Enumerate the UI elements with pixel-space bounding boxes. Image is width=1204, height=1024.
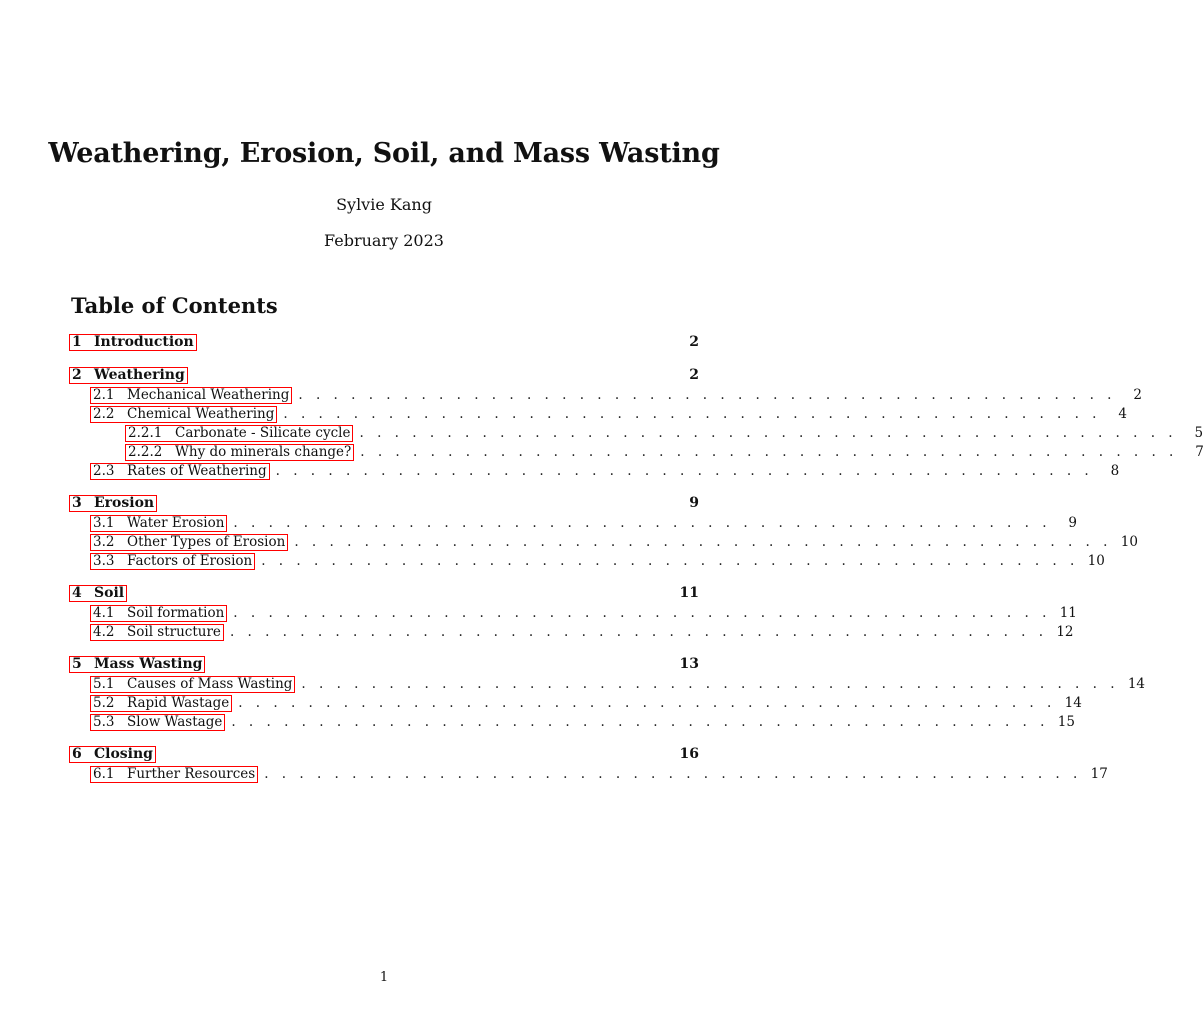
toc-page-number: 10 [1120,534,1138,550]
toc-link-closing[interactable] [69,746,156,763]
toc-page-number: 12 [1056,624,1074,640]
toc-subsection-title: Further Resources [127,766,256,782]
toc-subsection-title: Chemical Weathering [127,406,275,422]
toc-subsection-title: Soil formation [127,605,225,621]
toc-page-number: 8 [1110,463,1120,479]
toc-page-number: 2 [689,334,699,350]
page-number: 1 [379,970,389,985]
toc-subsection-soil-structure [69,624,1074,643]
toc-subsection-soil-formation [69,605,1077,624]
toc-leader-dots: . . . . . . . . . . . . . . . . . . . . . . . . . . . . . . . . . . . . . . . . . . . . . . . [283,406,1101,422]
toc-subsubsection-number: 2.2.1 [128,425,163,441]
toc-subsection-water-erosion [69,515,1078,534]
toc-subsubsection-carbonate-silicate-cycle [69,425,1204,444]
toc-subsubsection-why-minerals-change [69,444,1204,463]
toc-link-erosion[interactable] [69,495,157,512]
toc-link-further-resources[interactable] [90,766,258,783]
toc-subsection-number: 6.1 [93,766,115,782]
toc-section-closing [69,746,699,766]
toc-section-weathering [69,367,699,387]
toc-subsection-title: Water Erosion [127,515,225,531]
toc-section-number: 3 [72,495,82,511]
toc-page-number: 10 [1087,553,1105,569]
toc-heading: Table of Contents [71,293,278,318]
toc-subsection-slow-wastage [69,714,1075,733]
toc-subsection-number: 5.3 [93,714,115,730]
toc-link-soil[interactable] [69,585,127,602]
toc-section-soil [69,585,699,605]
toc-section-title: Erosion [94,495,155,511]
toc-subsection-number: 3.3 [93,553,115,569]
toc-section-title: Soil [94,585,125,601]
toc-page-number: 9 [1068,515,1078,531]
toc-subsection-chemical-weathering [69,406,1127,425]
toc-subsection-rapid-wastage [69,695,1082,714]
table-of-contents [69,334,1204,785]
toc-subsection-mechanical-weathering [69,387,1142,406]
toc-page-number: 2 [1133,387,1142,403]
toc-link-slow-wastage[interactable] [90,714,225,731]
toc-subsection-title: Mechanical Weathering [127,387,290,403]
toc-subsection-title: Factors of Erosion [127,553,253,569]
toc-section-erosion [69,495,699,515]
toc-leader-dots: . . . . . . . . . . . . . . . . . . . . . . . . . . . . . . . . . . . . . . . . . . . . . . . [294,534,1112,550]
toc-link-why-minerals-change[interactable] [125,444,354,461]
toc-section-title: Weathering [94,367,185,383]
toc-link-soil-structure[interactable] [90,624,224,641]
toc-section-number: 1 [72,334,82,350]
toc-subsubsection-title: Why do minerals change? [175,444,352,460]
toc-link-other-types-of-erosion[interactable] [90,534,288,551]
toc-section-title: Closing [94,746,153,762]
toc-subsection-number: 3.1 [93,515,115,531]
toc-link-weathering[interactable] [69,367,188,384]
toc-section-title: Mass Wasting [94,656,203,672]
toc-subsection-causes-of-mass-wasting [69,676,1145,695]
toc-subsection-number: 2.1 [93,387,115,403]
toc-page-number: 2 [689,367,699,383]
toc-link-soil-formation[interactable] [90,605,227,622]
toc-subsubsection-number: 2.2.2 [128,444,163,460]
toc-page-number: 11 [679,585,699,601]
toc-link-mechanical-weathering[interactable] [90,387,292,404]
toc-page-number: 11 [1059,605,1077,621]
toc-leader-dots: . . . . . . . . . . . . . . . . . . . . . . . . . . . . . . . . . . . . . . . . . . . . . . . [275,463,1094,479]
toc-link-introduction[interactable] [69,334,197,351]
toc-subsection-title: Other Types of Erosion [127,534,286,550]
toc-section-number: 6 [72,746,82,762]
toc-link-rates-of-weathering[interactable] [90,463,270,480]
toc-page-number: 5 [1194,425,1204,441]
toc-leader-dots: . . . . . . . . . . . . . . . . . . . . . . . . . . . . . . . . . . . . . . . . . . . . . . . [231,714,1049,730]
toc-leader-dots: . . . . . . . . . . . . . . . . . . . . . . . . . . . . . . . . . . . . . . . . . . . . . . . [301,676,1119,692]
toc-subsection-number: 4.1 [93,605,115,621]
toc-leader-dots: . . . . . . . . . . . . . . . . . . . . . . . . . . . . . . . . . . . . . . . . . . . . . . . [360,444,1178,460]
document-date: February 2023 [324,231,444,250]
toc-subsection-title: Soil structure [127,624,221,640]
toc-subsection-title: Rapid Wastage [127,695,230,711]
toc-section-number: 4 [72,585,82,601]
toc-leader-dots: . . . . . . . . . . . . . . . . . . . . . . . . . . . . . . . . . . . . . . . . . . . . . . . [264,766,1082,782]
toc-subsection-number: 2.2 [93,406,115,422]
toc-subsubsection-title: Carbonate - Silicate cycle [175,425,351,441]
toc-page-number: 15 [1057,714,1075,730]
toc-leader-dots: . . . . . . . . . . . . . . . . . . . . . . . . . . . . . . . . . . . . . . . . . . . . . . . [238,695,1056,711]
toc-subsection-number: 4.2 [93,624,115,640]
toc-subsection-number: 5.2 [93,695,115,711]
toc-subsection-factors-of-erosion [69,553,1105,572]
toc-leader-dots: . . . . . . . . . . . . . . . . . . . . . . . . . . . . . . . . . . . . . . . . . . . . . . . [298,387,1116,403]
toc-page-number: 9 [689,495,699,511]
toc-subsection-number: 5.1 [93,676,115,692]
toc-section-mass-wasting [69,656,699,676]
toc-leader-dots: . . . . . . . . . . . . . . . . . . . . . . . . . . . . . . . . . . . . . . . . . . . . . . . [229,624,1048,640]
document-title: Weathering, Erosion, Soil, and Mass Wasting [48,138,720,169]
toc-subsection-rates-of-weathering [69,463,1120,482]
toc-subsection-other-types-of-erosion [69,534,1138,553]
toc-subsection-title: Rates of Weathering [127,463,267,479]
toc-leader-dots: . . . . . . . . . . . . . . . . . . . . . . . . . . . . . . . . . . . . . . . . . . . . . . . [233,605,1051,621]
toc-link-factors-of-erosion[interactable] [90,553,255,570]
toc-link-chemical-weathering[interactable] [90,406,277,423]
toc-section-number: 2 [72,367,82,383]
toc-section-title: Introduction [94,334,194,350]
toc-link-rapid-wastage[interactable] [90,695,232,712]
toc-leader-dots: . . . . . . . . . . . . . . . . . . . . . . . . . . . . . . . . . . . . . . . . . . . . . . . [233,515,1052,531]
toc-section-number: 5 [72,656,82,672]
toc-leader-dots: . . . . . . . . . . . . . . . . . . . . . . . . . . . . . . . . . . . . . . . . . . . . . . . [261,553,1079,569]
toc-leader-dots: . . . . . . . . . . . . . . . . . . . . . . . . . . . . . . . . . . . . . . . . . . . . . . . [359,425,1178,441]
toc-page-number: 17 [1090,766,1108,782]
toc-page-number: 7 [1195,444,1204,460]
toc-link-causes-of-mass-wasting[interactable] [90,676,295,693]
toc-section-introduction [69,334,699,354]
toc-subsection-title: Slow Wastage [127,714,223,730]
toc-subsection-number: 2.3 [93,463,115,479]
toc-page-number: 4 [1118,406,1127,422]
toc-link-water-erosion[interactable] [90,515,227,532]
toc-page-number: 16 [679,746,699,762]
document-author: Sylvie Kang [336,195,432,214]
toc-subsection-number: 3.2 [93,534,115,550]
toc-page-number: 13 [679,656,699,672]
toc-link-carbonate-silicate-cycle[interactable] [125,425,353,442]
toc-link-mass-wasting[interactable] [69,656,205,673]
toc-subsection-title: Causes of Mass Wasting [127,676,293,692]
toc-page-number: 14 [1064,695,1082,711]
toc-page-number: 14 [1127,676,1145,692]
toc-subsection-further-resources [69,766,1108,785]
